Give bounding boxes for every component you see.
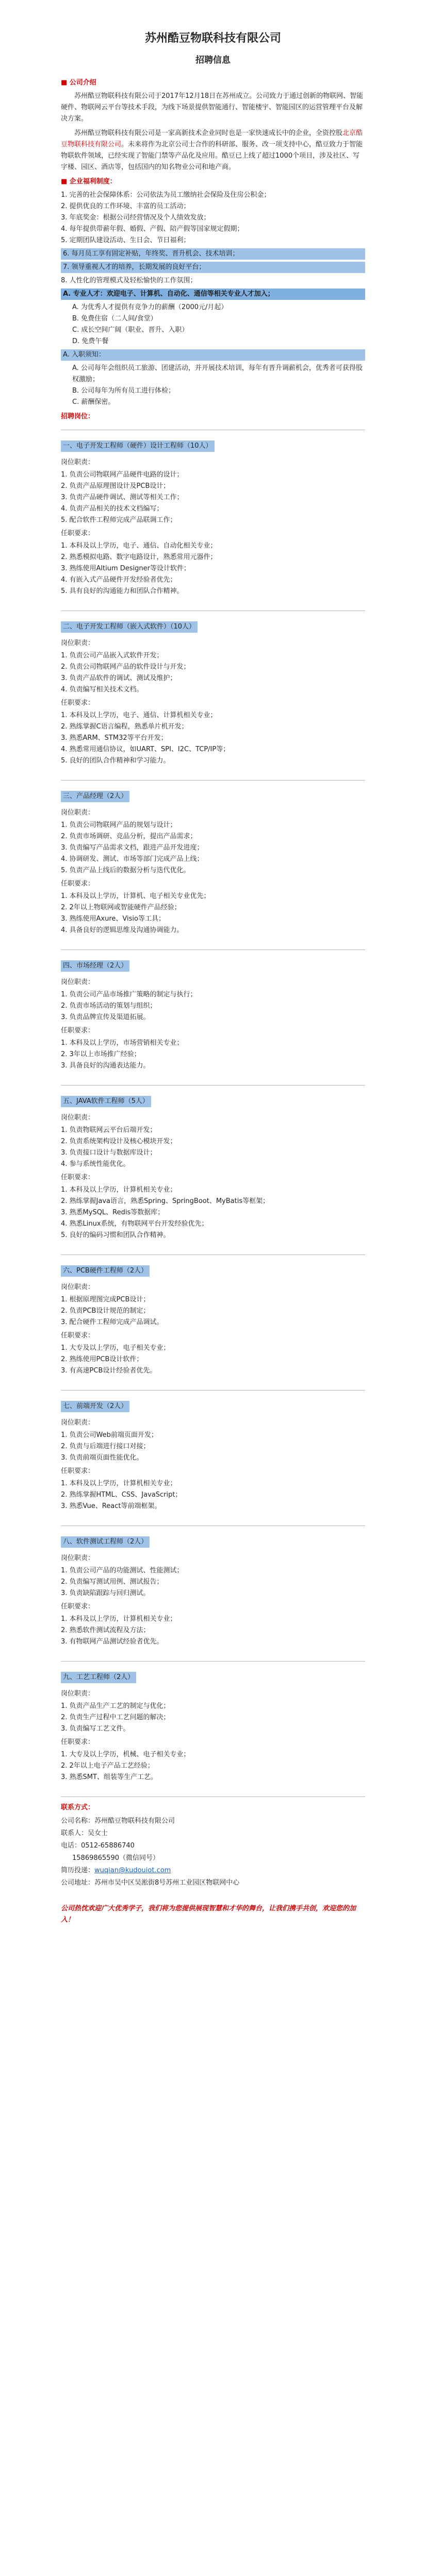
job-section bbox=[61, 1526, 365, 1654]
job-duties-label: 岗位职责： bbox=[61, 1419, 95, 1427]
intro-section-label: ■ 公司介绍 bbox=[61, 79, 96, 87]
intro-p2-before: 苏州酷豆物联科技有限公司是一家高新技术企业同时也是一家快速成长中的企业，全资控股 bbox=[74, 129, 343, 137]
recruit-item: A. 为优秀人才提供有竞争力的薪酬（2000元/月起） bbox=[72, 303, 228, 311]
rights-item: A. 公司每年会组织员工旅游、团建活动，并开展技术培训，每年有晋升调薪机会，优秀者可获得股权激励； bbox=[72, 364, 363, 383]
company-title: 苏州酷豆物联科技有限公司 bbox=[144, 32, 281, 45]
recruit-item: B. 免费住宿（二人间/食堂） bbox=[72, 315, 157, 323]
job-duty-item: 2. 负责公司物联网产品的软件设计与开发； bbox=[61, 663, 190, 671]
job-requirement-item: 4. 熟悉Linux系统，有物联网平台开发经验优先； bbox=[61, 1220, 208, 1228]
job-duty-item: 3. 负责编写工艺文件。 bbox=[61, 1725, 130, 1733]
job-requirement-item: 2. 3年以上市场推广经验； bbox=[61, 1050, 141, 1058]
job-requirement-item: 1. 本科及以上学历，计算机相关专业； bbox=[61, 1186, 177, 1194]
job-requirement-item: 5. 良好的编码习惯和团队合作精神。 bbox=[61, 1231, 170, 1239]
job-duty-item: 5. 负责产品上线后的数据分析与迭代优化。 bbox=[61, 867, 190, 874]
job-duty-item: 4. 协调研发、测试、市场等部门完成产品上线； bbox=[61, 855, 204, 863]
job-requirement-item: 3. 有高速PCB设计经验者优先。 bbox=[61, 1367, 157, 1375]
job-requirement-item: 5. 具有良好的沟通能力和团队合作精神。 bbox=[61, 587, 184, 595]
job-requirement-item: 1. 大专及以上学历，电子相关专业； bbox=[61, 1344, 170, 1352]
job-duty-item: 3. 负责前端页面性能优化。 bbox=[61, 1454, 143, 1462]
job-requirements-label: 任职要求： bbox=[61, 1174, 95, 1181]
job-duty-item: 1. 负责公司物联网产品的规划与设计； bbox=[61, 821, 177, 829]
rights-item: B. 公司每年为所有员工进行体检； bbox=[72, 387, 175, 395]
job-duty-item: 3. 配合硬件工程师完成产品调试。 bbox=[61, 1318, 163, 1326]
contact-email-label: 简历投递： bbox=[61, 1867, 95, 1874]
job-section bbox=[61, 611, 365, 773]
job-requirement-item: 2. 2年以上电子产品工艺经验； bbox=[61, 1762, 154, 1770]
job-requirements-label: 任职要求： bbox=[61, 1467, 95, 1475]
job-requirement-item: 3. 熟练使用Altium Designer等设计软件； bbox=[61, 565, 191, 572]
benefit-item: 8. 人性化的管理模式及轻松愉快的工作氛围； bbox=[61, 277, 197, 284]
job-requirement-item: 4. 有嵌入式产品硬件开发经验者优先； bbox=[61, 576, 177, 584]
job-duties-label: 岗位职责： bbox=[61, 1283, 95, 1291]
job-requirement-item: 3. 有物联网产品测试经验者优先。 bbox=[61, 1638, 163, 1646]
benefit-highlight-band: 7. 领导重视人才的培养，长期发展的良好平台； bbox=[61, 262, 365, 273]
job-duty-item: 3. 负责产品硬件调试、测试等相关工作； bbox=[61, 494, 184, 501]
job-duty-item: 2. 负责生产过程中工艺问题的解决； bbox=[61, 1714, 170, 1721]
job-duty-item: 2. 负责市场调研、竞品分析，提出产品需求； bbox=[61, 833, 197, 840]
job-requirements-label: 任职要求： bbox=[61, 880, 95, 888]
job-duty-item: 2. 负责产品原理图设计及PCB设计； bbox=[61, 482, 170, 490]
job-duty-item: 1. 负责公司产品嵌入式软件开发； bbox=[61, 652, 163, 659]
job-duty-item: 1. 根据原理图完成PCB设计； bbox=[61, 1296, 150, 1303]
spacer bbox=[61, 767, 365, 773]
benefit-item: 4. 每年提供带薪年假、婚假、产假、陪产假等国家规定假期； bbox=[61, 225, 244, 233]
job-requirements-label: 任职要求： bbox=[61, 1738, 95, 1746]
benefits-section-label: ■ 企业福利制度： bbox=[61, 178, 117, 185]
job-requirement-item: 2. 熟练掌握Java语言，熟悉Spring、SpringBoot、MyBatis等框架； bbox=[61, 1197, 270, 1205]
footer-note: 公司热忱欢迎广大优秀学子，我们将为您提供展现智慧和才华的舞台，让我们携手共创，欢迎您的加入！ bbox=[61, 1905, 356, 1924]
job-section bbox=[61, 430, 365, 603]
job-duty-item: 1. 负责公司产品的功能测试、性能测试； bbox=[61, 1567, 184, 1574]
job-section bbox=[61, 950, 365, 1078]
intro-paragraph-2 bbox=[61, 128, 365, 173]
contact-phone: 电话：0512-65886740 bbox=[61, 1842, 135, 1850]
job-requirement-item: 4. 熟悉常用通信协议，如UART、SPI、I2C、TCP/IP等； bbox=[61, 745, 230, 753]
job-duty-item: 3. 负责缺陷跟踪与回归测试。 bbox=[61, 1589, 150, 1597]
job-duty-item: 1. 负责公司物联网产品硬件电路的设计； bbox=[61, 471, 184, 479]
positions-label: 招聘岗位： bbox=[61, 413, 95, 420]
benefit-item: 3. 年底奖金：根据公司经营情况及个人绩效发放； bbox=[61, 214, 210, 222]
job-duties-label: 岗位职责： bbox=[61, 1114, 95, 1122]
job-requirements-label: 任职要求： bbox=[61, 530, 95, 537]
benefit-item: 5. 定期团队建设活动、生日会、节日福利； bbox=[61, 236, 190, 244]
job-requirements-label: 任职要求： bbox=[61, 699, 95, 707]
rights-item: C. 薪酬保密。 bbox=[72, 398, 115, 406]
job-duty-item: 4. 参与系统性能优化。 bbox=[61, 1160, 130, 1168]
job-duty-item: 1. 负责公司产品市场推广策略的制定与执行； bbox=[61, 991, 197, 998]
jobs-list bbox=[61, 430, 365, 1789]
job-duty-item: 2. 负责编写测试用例、测试报告； bbox=[61, 1578, 163, 1586]
benefit-item: 1. 完善的社会保障体系：公司依法为员工缴纳社会保险及住房公积金； bbox=[61, 191, 271, 199]
divider bbox=[61, 1390, 365, 1391]
spacer bbox=[61, 936, 365, 942]
job-duty-item: 4. 负责产品相关的技术文档编写； bbox=[61, 505, 163, 513]
job-duty-item: 2. 负责与后端进行接口对接； bbox=[61, 1443, 150, 1450]
job-requirement-item: 1. 本科及以上学历，计算机、电子相关专业优先； bbox=[61, 892, 210, 900]
spacer bbox=[61, 1512, 365, 1518]
job-duty-item: 3. 负责品牌宣传及渠道拓展。 bbox=[61, 1013, 150, 1021]
job-requirement-item: 1. 本科及以上学历，电子、通信、自动化相关专业； bbox=[61, 542, 217, 550]
job-duty-item: 5. 配合软件工程师完成产品联调工作； bbox=[61, 516, 177, 524]
subsidiary-link[interactable]: 北京酷豆物联科技有限公司 bbox=[61, 129, 363, 148]
intro-paragraph-1: 苏州酷豆物联科技有限公司于2017年12月18日在苏州成立。公司致力于通过创新的物联网、智能硬件、物联网云平台等技术手段，为线下场景提供智能通行、智能楼宇、智能园区的运营管理平台及解决方案。 bbox=[61, 92, 364, 123]
job-title: 九、工艺工程师（2人） bbox=[61, 1672, 136, 1683]
benefit-item: 2. 提供优良的工作环境、丰富的员工活动； bbox=[61, 202, 190, 210]
contact-company: 公司名称：苏州酷豆物联科技有限公司 bbox=[61, 1817, 175, 1825]
job-requirement-item: 2. 熟悉模拟电路、数字电路设计，熟悉常用元器件； bbox=[61, 553, 217, 561]
contact-email-row bbox=[61, 1865, 365, 1876]
contact-section-label: 联系方式： bbox=[61, 1804, 95, 1811]
benefit-highlight-band: 6. 每月员工享有固定补贴，年终奖、晋升机会、技术培训； bbox=[61, 248, 365, 260]
job-section bbox=[61, 780, 365, 942]
job-requirement-item: 1. 本科及以上学历，计算机相关专业； bbox=[61, 1480, 177, 1487]
job-title: 四、市场经理（2人） bbox=[61, 960, 129, 972]
recruit-item: C. 成长空间广阔（职业、晋升、入职） bbox=[72, 326, 189, 334]
intro-p2-after: 。未来将作为北京公司士合作的科研部、服务、改一项支持中心，酷豆致力于智能物联软件领域，已经实现了智能门禁等产品化及应用。酷豆已上线了超过1000个项目，涉及社区、写字楼、园区、酒店等，包括国内的知名物业公司和地产商。 bbox=[61, 141, 363, 171]
job-requirement-item: 3. 熟悉ARM、STM32等平台开发； bbox=[61, 734, 168, 742]
job-title: 七、前端开发（2人） bbox=[61, 1401, 129, 1412]
job-duty-item: 2. 负责市场活动的策划与组织； bbox=[61, 1002, 157, 1010]
recruit-item: D. 免费午餐 bbox=[72, 337, 109, 345]
job-section bbox=[61, 1255, 365, 1383]
divider bbox=[61, 1085, 365, 1086]
spacer bbox=[61, 597, 365, 603]
spacer bbox=[61, 1648, 365, 1654]
spacer bbox=[61, 1377, 365, 1383]
job-requirement-item: 2. 熟练掌握HTML、CSS、JavaScript； bbox=[61, 1491, 182, 1499]
job-requirement-item: 3. 熟悉SMT、组装等生产工艺。 bbox=[61, 1773, 157, 1781]
divider bbox=[61, 1661, 365, 1662]
job-requirement-item: 3. 熟悉MySQL、Redis等数据库； bbox=[61, 1209, 165, 1216]
job-title: 二、电子开发工程师（嵌入式软件）（10人） bbox=[61, 621, 198, 633]
job-requirement-item: 3. 具备良好的沟通表达能力。 bbox=[61, 1062, 150, 1070]
job-title: 八、软件测试工程师（2人） bbox=[61, 1536, 150, 1548]
job-requirement-item: 1. 大专及以上学历，机械、电子相关专业； bbox=[61, 1751, 190, 1758]
contact-address: 公司地址：苏州市吴中区吴淞街8号苏州工业园区物联网中心 bbox=[61, 1879, 240, 1887]
spacer bbox=[61, 1783, 365, 1789]
job-duty-item: 2. 负责PCB设计规范的制定； bbox=[61, 1307, 150, 1315]
job-requirement-item: 4. 具备良好的逻辑思维及沟通协调能力。 bbox=[61, 926, 184, 934]
job-requirements-label: 任职要求： bbox=[61, 1603, 95, 1611]
job-requirement-item: 3. 熟悉Vue、React等前端框架。 bbox=[61, 1502, 161, 1510]
job-section bbox=[61, 1085, 365, 1247]
contact-mobile: 15869865590（微信同号） bbox=[72, 1854, 159, 1862]
job-duty-item: 3. 负责产品软件的调试、测试及维护； bbox=[61, 674, 177, 682]
job-requirement-item: 1. 本科及以上学历，市场营销相关专业； bbox=[61, 1039, 184, 1047]
job-duty-item: 3. 负责接口设计与数据库设计； bbox=[61, 1149, 157, 1157]
job-title: 三、产品经理（2人） bbox=[61, 791, 129, 802]
job-section bbox=[61, 1661, 365, 1789]
job-duty-item: 4. 负责编写相关技术文档。 bbox=[61, 686, 143, 693]
job-duties-label: 岗位职责： bbox=[61, 1690, 95, 1698]
divider bbox=[61, 780, 365, 781]
spacer bbox=[61, 1072, 365, 1078]
page-heading: 招聘信息 bbox=[195, 55, 231, 65]
job-title: 五、JAVA软件工程师（5人） bbox=[61, 1096, 151, 1107]
job-requirement-item: 3. 熟练使用Axure、Visio等工具； bbox=[61, 915, 165, 923]
rights-band: A. 入职须知： bbox=[61, 349, 365, 361]
spacer bbox=[61, 1241, 365, 1247]
job-section bbox=[61, 1390, 365, 1518]
job-duty-item: 3. 负责编写产品需求文档，跟进产品开发进度； bbox=[61, 844, 204, 852]
job-duties-label: 岗位职责： bbox=[61, 639, 95, 647]
job-requirements-label: 任职要求： bbox=[61, 1027, 95, 1035]
job-requirement-item: 2. 2年以上物联网或智能硬件产品经验； bbox=[61, 904, 181, 911]
job-duty-item: 1. 负责物联网云平台后端开发； bbox=[61, 1126, 157, 1134]
job-duty-item: 1. 负责公司Web前端页面开发； bbox=[61, 1431, 158, 1439]
job-duty-item: 2. 负责系统架构设计及核心模块开发； bbox=[61, 1138, 177, 1145]
document bbox=[61, 31, 365, 1933]
job-requirement-item: 1. 本科及以上学历，计算机相关专业； bbox=[61, 1615, 177, 1623]
job-requirement-item: 5. 良好的团队合作精神和学习能力。 bbox=[61, 757, 170, 765]
contact-email-link[interactable]: wuqian@kudouiot.com bbox=[94, 1867, 171, 1874]
job-duties-label: 岗位职责： bbox=[61, 1554, 95, 1562]
contact-person: 联系人：吴女士 bbox=[61, 1829, 108, 1837]
job-requirements-label: 任职要求： bbox=[61, 1332, 95, 1340]
job-title: 一、电子开发工程师（硬件）设计工程师（10人） bbox=[61, 440, 215, 452]
job-duties-label: 岗位职责： bbox=[61, 459, 95, 466]
job-requirement-item: 1. 本科及以上学历，电子、通信、计算机相关专业； bbox=[61, 711, 217, 719]
job-requirement-item: 2. 熟练使用PCB设计软件； bbox=[61, 1355, 143, 1363]
job-requirement-item: 2. 熟悉软件测试流程及方法； bbox=[61, 1626, 150, 1634]
job-requirement-item: 2. 熟练掌握C语言编程，熟悉单片机开发； bbox=[61, 723, 188, 731]
job-duty-item: 1. 负责产品生产工艺的制定与优化； bbox=[61, 1702, 170, 1710]
recruit-highlight-band: A. 专业人才：欢迎电子、计算机、自动化、通信等相关专业人才加入； bbox=[61, 289, 365, 300]
job-title: 六、PCB硬件工程师（2人） bbox=[61, 1265, 150, 1277]
job-duties-label: 岗位职责： bbox=[61, 809, 95, 817]
job-duties-label: 岗位职责： bbox=[61, 978, 95, 986]
